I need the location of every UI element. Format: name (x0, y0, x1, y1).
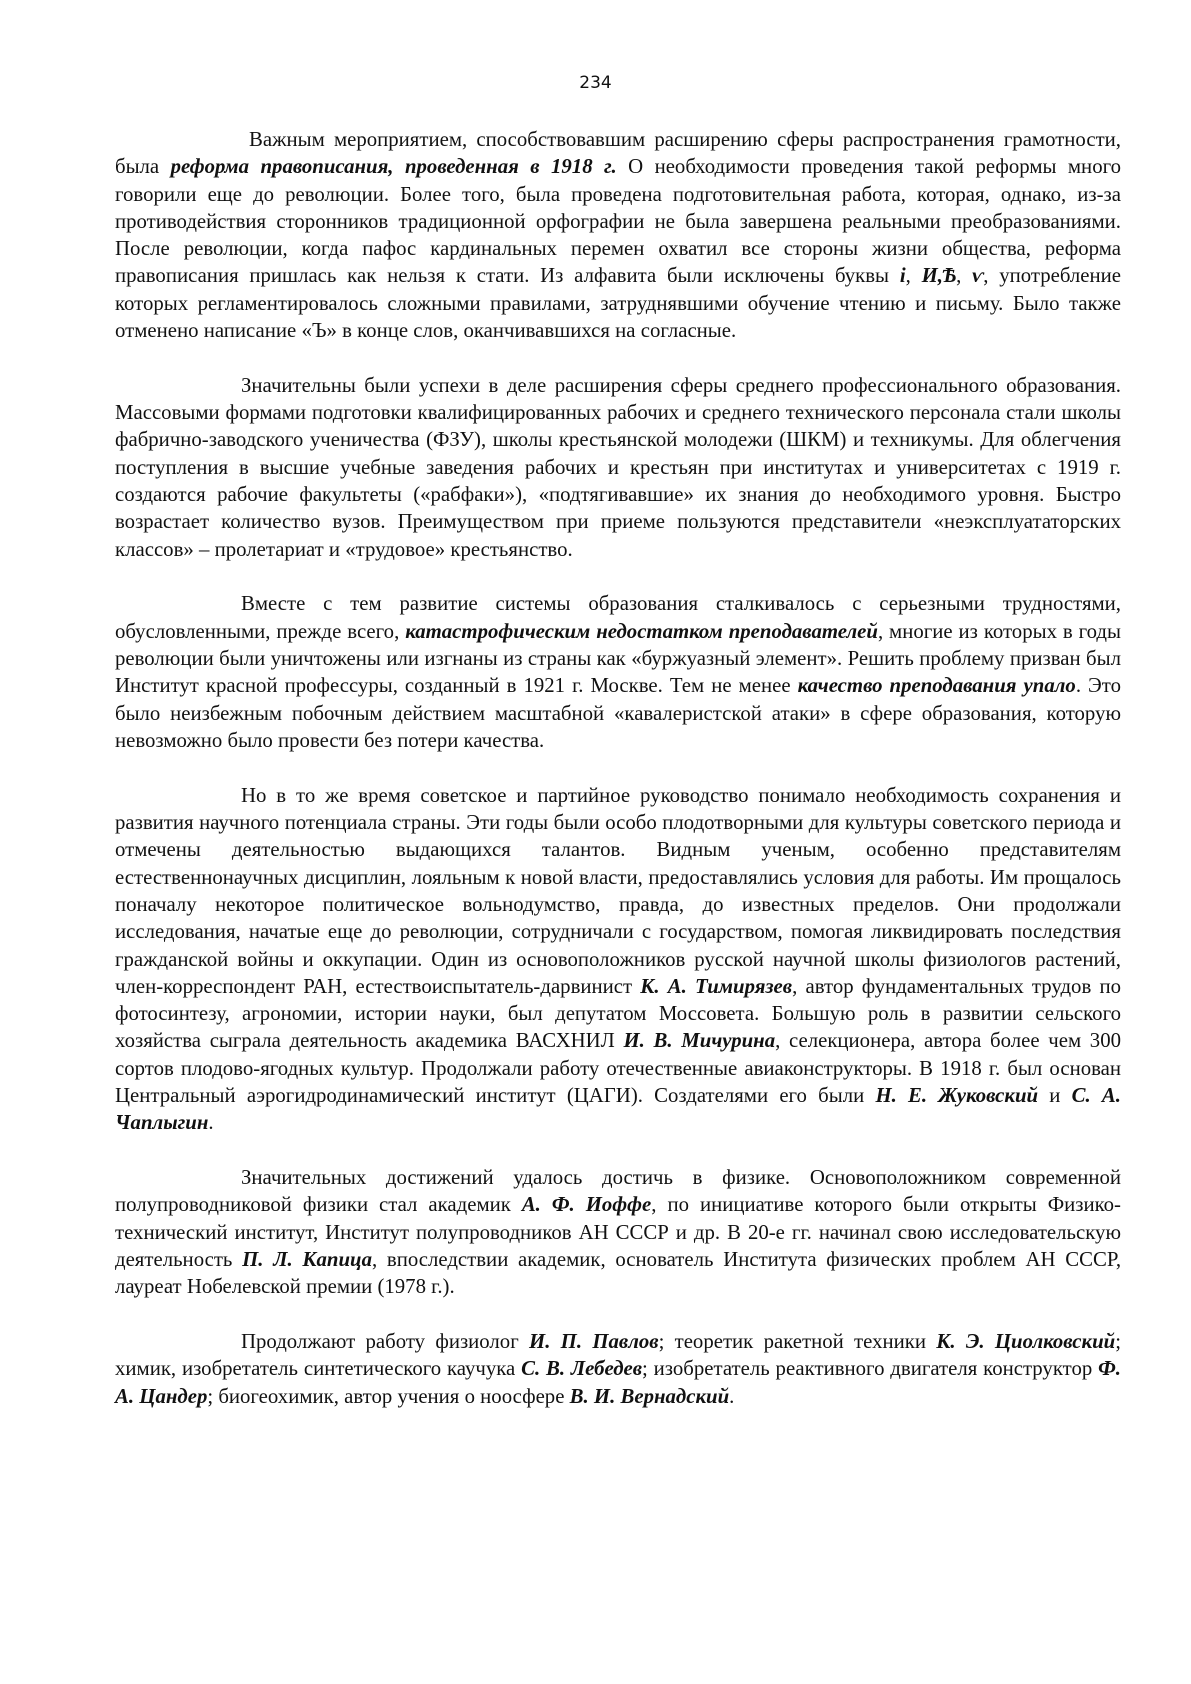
text-run: Значительных достижений удалось достичь в физике. Основоположником современной полупроводниковой физики стал академик (115, 1166, 1121, 1217)
text-run: Важным мероприятием, способствовавшим расширению сферы распространения грамотности, была (115, 128, 1121, 179)
emphasized-text: С. В. Лебедев (521, 1357, 643, 1381)
text-run: Значительны были успехи в деле расширения сферы среднего профессионального образования. Массовыми формами подготовки квалифицированных рабочих и среднего технического персонала стали школы фабрично-заводского ученичества (ФЗУ), школы крестьянской молодежи (ШКМ) и техникумы. Для облегчения поступления в высшие учебные заведения рабочих и крестьян при институтах и университетах с 1919 г. создаются рабочие факультеты («рабфаки»), «подтягивавшие» их знания до необходимого уровня. Быстро возрастает количество вузов. Преимуществом при приеме пользуются представители «неэксплуататорских классов» – пролетариат и «трудовое» крестьянство. (115, 373, 1121, 561)
emphasized-text: В. И. Вернадский (569, 1384, 730, 1408)
emphasized-text: К. Э. Циолковский (936, 1330, 1116, 1354)
emphasized-text: Ф. А. Цандер (115, 1357, 1121, 1408)
text-run: , (905, 264, 922, 288)
text-run: . (729, 1384, 735, 1408)
text-run: и (1038, 1084, 1072, 1107)
paragraph (115, 1164, 1121, 1300)
emphasized-text: К. А. Тимирязев (640, 974, 793, 998)
text-run: ; теоретик ракетной техники (658, 1330, 937, 1354)
emphasized-text: катастрофическим недостатком преподавателей (405, 619, 878, 643)
text-run: . (208, 1111, 214, 1135)
text-run: , селекционера, автора более чем 300 сортов плодово-ягодных культур. Продолжали работу отечественные авиаконструкторы. В 1918 г. был основан Центральный аэрогидродинамический институт (ЦАГИ). Создателями его были (115, 1029, 1121, 1107)
text-run: . Это было неизбежным побочным действием масштабной «кавалеристской атаки» в сфере образования, которую невозможно было провести без потери качества. (115, 674, 1121, 752)
paragraph (115, 590, 1121, 754)
emphasized-text: И. В. Мичурина (623, 1029, 776, 1053)
text-run: , употребление которых регламентировалось сложными правилами, затруднявшими обучение чтению и письму. Было также отменено написание «Ъ» в конце слов, оканчивавшихся на согласные. (115, 264, 1122, 343)
text-run: ; биогеохимик, автор учения о ноосфере (207, 1384, 570, 1408)
emphasized-text: И,Ѣ (921, 264, 957, 288)
emphasized-text: качество преподавания упало (797, 674, 1076, 698)
text-run: , (956, 264, 973, 288)
emphasized-text: ѵ (972, 264, 984, 288)
emphasized-text: А. Ф. Иоффе (521, 1193, 652, 1217)
page-number: 234 (579, 73, 612, 93)
body-text (115, 126, 1121, 1437)
emphasized-text: і (899, 264, 906, 288)
emphasized-text: П. Л. Капица (242, 1247, 372, 1271)
text-run: Вместе с тем развитие системы образования сталкивалось с серьезными трудностями, обусловленными, прежде всего, (115, 592, 1121, 643)
emphasized-text: С. А. Чаплыгин (115, 1084, 1121, 1135)
emphasized-text: реформа правописания, проведенная в 1918 г. (170, 155, 617, 179)
text-run: Продолжают работу физиолог (241, 1330, 530, 1354)
text-run: , многие из которых в годы революции были уничтожены или изгнаны из страны как «буржуазный элемент». Решить проблему призван был Институт красной профессуры, созданный в 1921 г. Москве. Тем не менее (115, 619, 1121, 698)
text-run: , автор фундаментальных трудов по фотосинтезу, агрономии, истории науки, был депутатом Моссовета. Большую роль в развитии сельского хозяйства сыграла деятельность академика ВАСХНИЛ (115, 974, 1121, 1053)
paragraph (115, 126, 1121, 344)
paragraph (115, 782, 1121, 1137)
text-run: ; химик, изобретатель синтетического каучука (115, 1330, 1121, 1381)
text-run: О необходимости проведения такой реформы много говорили еще до революции. Более того, была проведена подготовительная работа, которая, однако, из-за противодействия сторонников традиционной орфографии не была завершена реальными преобразованиями. После революции, когда пафос кардинальных перемен охватил все стороны жизни общества, реформа правописания пришлась как нельзя к стати. Из алфавита были исключены буквы (115, 155, 1121, 288)
emphasized-text: Н. Е. Жуковский (875, 1084, 1039, 1107)
text-run: Но в то же время советское и партийное руководство понимало необходимость сохранения и развития научного потенциала страны. Эти годы были особо плодотворными для культуры советского периода и отмечены деятельностью выдающихся талантов. Видным ученым, особенно представителям естественнонаучных дисциплин, лояльным к новой власти, предоставлялись условия для работы. Им прощалось поначалу некоторое политическое вольнодумство, правда, до известных пределов. Они продолжали исследования, начатые еще до революции, сотрудничали с государством, помогая ликвидировать последствия гражданской войны и оккупации. Один из основоположников русской научной школы физиологов растений, член-корреспондент РАН, естествоиспытатель-дарвинист (115, 783, 1121, 998)
paragraph (115, 1328, 1121, 1410)
text-run: , впоследствии академик, основатель Института физических проблем АН СССР, лауреат Нобелевской премии (1978 г.). (115, 1247, 1122, 1299)
emphasized-text: И. П. Павлов (529, 1330, 659, 1354)
text-run: , по инициативе которого были открыты Физико-технический институт, Институт полупроводников АН СССР и др. В 20-е гг. начинал свою исследовательскую деятельность (115, 1193, 1121, 1271)
text-run: ; изобретатель реактивного двигателя конструктор (642, 1357, 1099, 1381)
paragraph (115, 372, 1121, 563)
